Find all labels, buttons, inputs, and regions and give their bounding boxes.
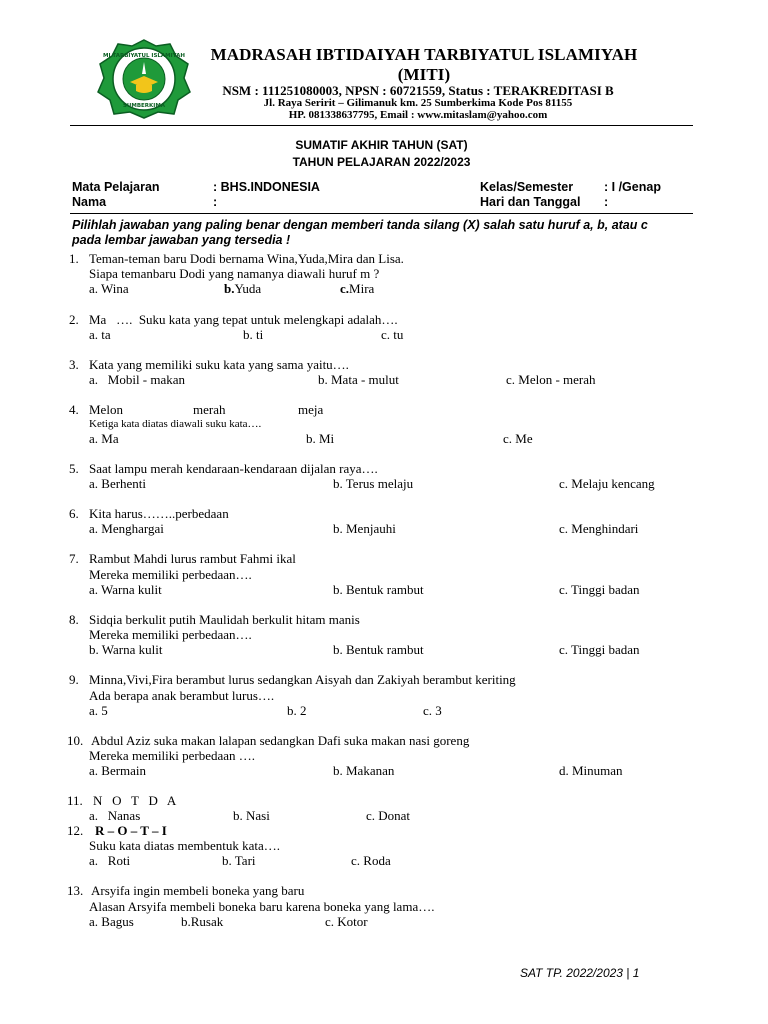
instructions: Pilihlah jawaban yang paling benar dengan memberi tanda silang (X) salah satu huruf a, b, atau c pada lembar jawaban yang tersedia ! <box>72 218 648 247</box>
q4-word-2: merah <box>193 402 226 417</box>
q7-number: 7. <box>69 551 79 566</box>
subject-value: : BHS.INDONESIA <box>213 180 320 194</box>
q4-word-1: Melon <box>89 402 123 417</box>
q9-text-2: Ada berapa anak berambut lurus…. <box>89 688 275 703</box>
q13-option-b: b.Rusak <box>181 914 224 929</box>
date-label: Hari dan Tanggal <box>480 195 581 209</box>
class-label: Kelas/Semester <box>480 180 574 194</box>
q1-number: 1. <box>69 251 79 266</box>
q8-option-c: c. Tinggi badan <box>559 642 640 657</box>
page-footer: SAT TP. 2022/2023 | 1 <box>520 966 640 980</box>
class-value: : I /Genap <box>604 180 661 194</box>
q12-text: R – O – T – I <box>95 823 167 838</box>
subject-label: Mata Pelajaran <box>72 180 160 194</box>
q6-number: 6. <box>69 506 79 521</box>
exam-year: TAHUN PELAJARAN 2022/2023 <box>292 155 471 169</box>
q12-option-c: c. Roda <box>351 853 391 868</box>
q7-text: Rambut Mahdi lurus rambut Fahmi ikal <box>89 551 296 566</box>
q8-option-a: b. Warna kulit <box>89 642 163 657</box>
q8-option-b: b. Bentuk rambut <box>333 642 424 657</box>
meta-divider <box>70 213 693 214</box>
q7-text-2: Mereka memiliki perbedaan…. <box>89 567 252 582</box>
q4-option-b: b. Mi <box>306 431 335 446</box>
q13-text-2: Alasan Arsyifa membeli boneka baru karena boneka yang lama…. <box>89 899 435 914</box>
q9-option-a: a. 5 <box>89 703 108 718</box>
q3-option-b: b. Mata - mulut <box>318 372 399 387</box>
q1-text: Teman-teman baru Dodi bernama Wina,Yuda,Mira dan Lisa. <box>89 251 404 266</box>
q11-option-c: c. Donat <box>366 808 411 823</box>
q8-text-2: Mereka memiliki perbedaan…. <box>89 627 252 642</box>
q12-text-2: Suku kata diatas membentuk kata…. <box>89 838 280 853</box>
q11-option-b: b. Nasi <box>233 808 270 823</box>
q5-option-c: c. Melaju kencang <box>559 476 655 491</box>
q1-option-b <box>224 281 261 296</box>
q9-option-b: b. 2 <box>287 703 307 718</box>
q12-option-a: a. Roti <box>89 853 131 868</box>
school-name <box>198 45 650 85</box>
q6-option-b: b. Menjauhi <box>333 521 396 536</box>
q10-option-a: a. Bermain <box>89 763 147 778</box>
q5-option-a: a. Berhenti <box>89 476 147 491</box>
q5-number: 5. <box>69 461 79 476</box>
q2-option-b: b. ti <box>243 327 264 342</box>
q12-option-b: b. Tari <box>222 853 256 868</box>
q1-option-c <box>340 281 374 296</box>
q7-option-a: a. Warna kulit <box>89 582 162 597</box>
name-value: : <box>213 195 218 209</box>
q2-number: 2. <box>69 312 79 327</box>
address-line: Jl. Raya Seririt – Gilimanuk km. 25 Sumberkima Kode Pos 81155 <box>263 97 573 109</box>
school-logo <box>96 38 192 120</box>
q1-option-b-letter: b. <box>224 281 235 296</box>
q11-number: 11. <box>67 793 83 808</box>
q4-option-a: a. Ma <box>89 431 119 446</box>
q3-text: Kata yang memiliki suku kata yang sama yaitu…. <box>89 357 349 372</box>
q5-text: Saat lampu merah kendaraan-kendaraan dijalan raya…. <box>89 461 378 476</box>
q3-option-a: a. Mobil - makan <box>89 372 186 387</box>
q5-option-b: b. Terus melaju <box>333 476 414 491</box>
q9-option-c: c. 3 <box>423 703 442 718</box>
school-name-line1: MADRASAH IBTIDAIYAH TARBIYATUL ISLAMIYAH <box>210 45 638 64</box>
q6-option-a: a. Menghargai <box>89 521 164 536</box>
school-name-line2: (MITI) <box>397 65 451 84</box>
q12-number: 12. <box>67 823 84 838</box>
q2-option-c: c. tu <box>381 327 404 342</box>
q6-option-c: c. Menghindari <box>559 521 639 536</box>
q4-text-2: Ketiga kata diatas diawali suku kata…. <box>89 418 262 430</box>
q8-text: Sidqia berkulit putih Maulidah berkulit hitam manis <box>89 612 360 627</box>
q4-number: 4. <box>69 402 79 417</box>
q10-option-c: d. Minuman <box>559 763 623 778</box>
q3-option-c: c. Melon - merah <box>506 372 596 387</box>
q7-option-b: b. Bentuk rambut <box>333 582 424 597</box>
q10-text: Abdul Aziz suka makan lalapan sedangkan Dafi suka makan nasi goreng <box>91 733 470 748</box>
q9-number: 9. <box>69 672 79 687</box>
q11-text: N O T D A <box>93 793 177 808</box>
q2-option-a: a. ta <box>89 327 111 342</box>
logo-text-bottom: SUMBERKIMA <box>122 103 166 109</box>
q8-number: 8. <box>69 612 79 627</box>
contact-line: HP. 081338637795, Email : www.mitaslam@yahoo.com <box>288 109 548 121</box>
logo-text-top: MI TARBIYATUL ISLAMIYAH <box>102 53 186 59</box>
q10-option-b: b. Makanan <box>333 763 395 778</box>
q11-option-a: a. Nanas <box>89 808 141 823</box>
q1-text-2: Siapa temanbaru Dodi yang namanya diawali huruf m ? <box>89 266 380 281</box>
q3-number: 3. <box>69 357 79 372</box>
q1-option-a: a. Wina <box>89 281 129 296</box>
q10-number: 10. <box>67 733 84 748</box>
q10-text-2: Mereka memiliki perbedaan …. <box>89 748 256 763</box>
q7-option-c: c. Tinggi badan <box>559 582 640 597</box>
q13-option-c: c. Kotor <box>325 914 368 929</box>
q9-text: Minna,Vivi,Fira berambut lurus sedangkan Aisyah dan Zakiyah berambut keriting <box>89 672 516 687</box>
q13-option-a: a. Bagus <box>89 914 134 929</box>
q4-option-c: c. Me <box>503 431 533 446</box>
q4-word-3: meja <box>298 402 324 417</box>
q13-text: Arsyifa ingin membeli boneka yang baru <box>91 883 305 898</box>
exam-title: SUMATIF AKHIR TAHUN (SAT) <box>295 138 468 152</box>
q6-text: Kita harus……..perbedaan <box>89 506 229 521</box>
q2-text: Ma …. Suku kata yang tepat untuk melengkapi adalah…. <box>89 312 398 327</box>
nsm-line: NSM : 111251080003, NPSN : 60721559, Status : TERAKREDITASI B <box>222 83 614 98</box>
q1-option-b-text: Yuda <box>234 281 262 296</box>
name-label: Nama <box>72 195 107 209</box>
q1-option-c-text: Mira <box>349 281 375 296</box>
q13-number: 13. <box>67 883 84 898</box>
header-divider <box>70 125 693 126</box>
q1-option-c-letter: c. <box>340 281 350 296</box>
date-value: : <box>604 195 609 209</box>
